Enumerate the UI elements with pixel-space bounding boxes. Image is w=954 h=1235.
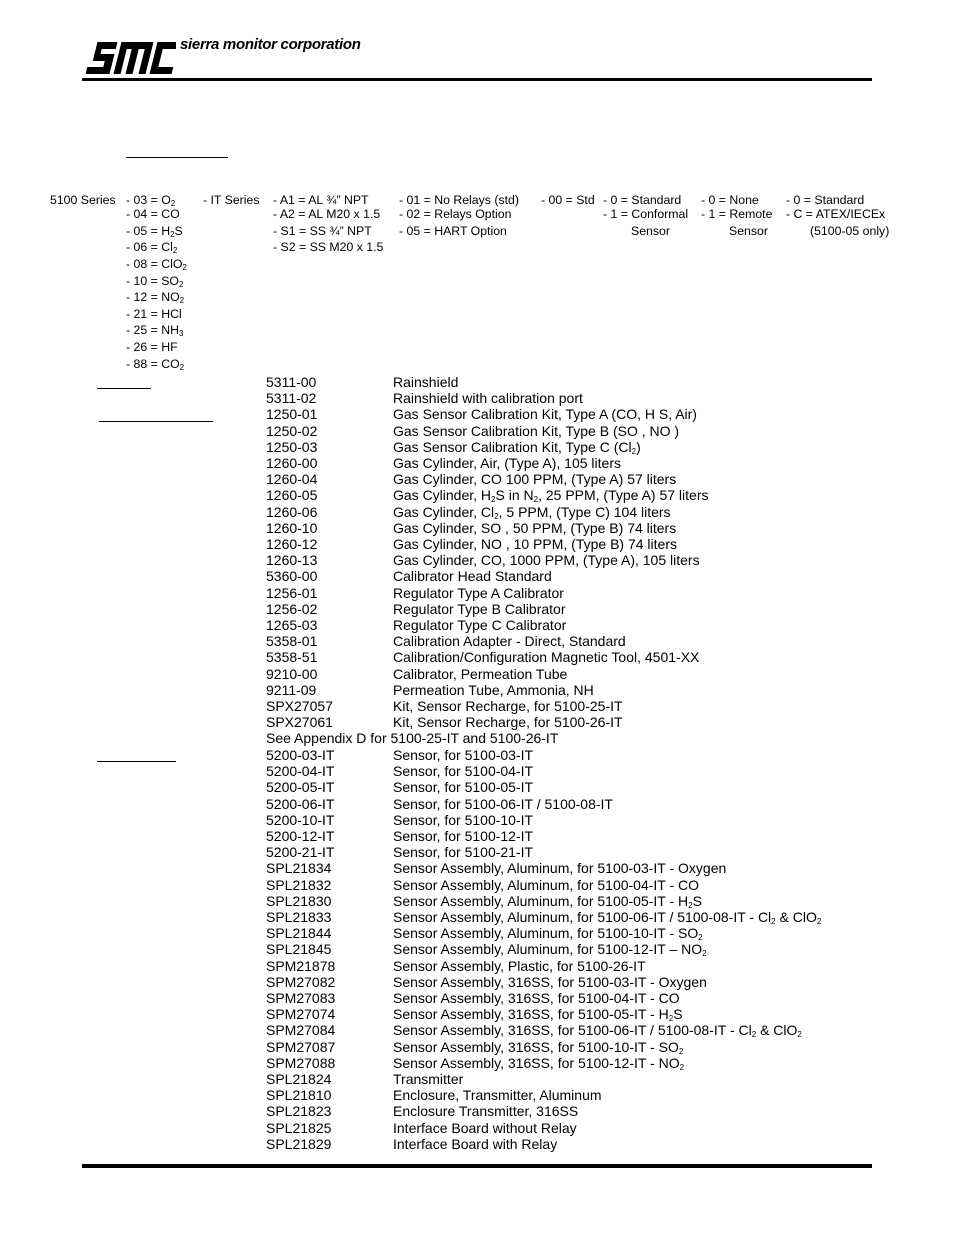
part-number: 5200-05-IT [266, 779, 335, 796]
part-number: SPL21832 [266, 876, 332, 893]
part-description: Sensor Assembly, 316SS, for 5100-03-IT - Oxygen [393, 973, 707, 990]
part-number: 9210-00 [266, 665, 318, 682]
gas-code: - $12 = NO_2$ [126, 290, 185, 305]
part-number: SPX27061 [266, 714, 333, 731]
part-description: Regulator Type C Calibrator [393, 617, 567, 633]
part-number: SPL21844 [266, 925, 332, 942]
part-number: SPM27084 [266, 1022, 336, 1039]
part-number: SPL21845 [266, 941, 332, 958]
gas-code: - 21 = HCl [126, 307, 182, 321]
part-description: Sensor Assembly, 316SS, for $5100-10-IT - SO_2$ [393, 1038, 684, 1056]
coating-code: - 1 = Conformal [603, 207, 689, 221]
part-description: Sensor Assembly, Aluminum, for $5100-10-IT - SO_2$ [393, 925, 703, 943]
gas-code: - $10 = SO_2$ [126, 274, 184, 289]
part-description: Sensor, for 5100-10-IT [393, 811, 534, 828]
part-description: Regulator Type A Calibrator [393, 584, 564, 601]
part-description: Sensor, for 5100-04-IT [393, 763, 534, 780]
footer-rule [82, 1164, 872, 1168]
header-rule [82, 78, 872, 81]
part-description: Gas Cylinder, CO, 1000 PPM, (Type A), 105 liters [393, 552, 700, 569]
part-number: 1260-13 [266, 552, 318, 569]
part-number: SPL21830 [266, 892, 332, 909]
gas-code: - 26 = HF [126, 340, 178, 354]
part-description: Sensor Assembly, 316SS, for $5100-12-IT - NO_2$ [393, 1054, 685, 1072]
part-description: Sensor Assembly, Aluminum, for 5100-04-IT - CO [393, 876, 700, 893]
relay-code: - 01 = No Relays (std) [399, 193, 519, 207]
remote-code: Sensor [729, 224, 768, 238]
part-number: 5200-10-IT [266, 811, 335, 828]
part-description: Sensor Assembly, 316SS, for 5100-04-IT - CO [393, 990, 680, 1006]
section-underline-calibration [99, 421, 213, 422]
part-number: SPM27082 [266, 973, 336, 990]
part-description: Gas Cylinder, NO , 10 PPM, (Type B) 74 liters [393, 536, 677, 552]
coating-code: Sensor [631, 224, 670, 238]
enclosure-code: - S2 = SS M20 x 1.5 [273, 240, 384, 254]
part-number: 9211-09 [266, 681, 317, 698]
gas-code: - 08 = ClO$_2$ [126, 257, 187, 272]
part-number: SPL21825 [266, 1119, 332, 1136]
enclosure-code: - A2 = AL M20 x 1.5 [273, 207, 381, 221]
part-number: SPM21878 [266, 957, 336, 974]
part-description: Permeation Tube, Ammonia, NH [393, 681, 594, 698]
part-description: Sensor Assembly, Plastic, for 5100-26-IT [393, 957, 646, 974]
part-number: SPL21823 [266, 1103, 332, 1120]
part-number: SPL21834 [266, 860, 332, 877]
part-number: 5358-51 [266, 649, 318, 666]
part-number: 5360-00 [266, 568, 318, 585]
std-code: - 00 = Std [541, 193, 595, 207]
part-description: Calibration Adapter - Direct, Standard [393, 633, 626, 650]
part-number: 5358-01 [266, 633, 318, 650]
part-description: Sensor, for 5100-21-IT [393, 844, 534, 861]
section-underline-model [126, 157, 228, 158]
part-description: Gas Sensor Calibration Kit, Type A (CO, H S, Air) [393, 406, 697, 423]
part-number: 1256-01 [266, 584, 318, 601]
remote-code: - 1 = Remote [701, 207, 773, 221]
part-description: Enclosure, Transmitter, Aluminum [393, 1087, 602, 1104]
gas-code: - $88 = CO_2$ [126, 357, 185, 372]
part-description: Gas Sensor Calibration Kit, Type C $(Cl_2)$ [393, 438, 641, 456]
part-number: SPM27083 [266, 990, 336, 1006]
part-description: Rainshield [393, 374, 459, 390]
part-number: SPM27088 [266, 1054, 336, 1071]
part-description: Transmitter [393, 1071, 464, 1087]
part-description: Kit, Sensor Recharge, for 5100-25-IT [393, 698, 623, 714]
part-description: Regulator Type B Calibrator [393, 600, 566, 617]
part-number: 5200-03-IT [266, 747, 335, 763]
part-number: 5311-00 [266, 374, 317, 390]
part-number: 1260-06 [266, 503, 318, 520]
part-number: 1256-02 [266, 600, 318, 617]
part-number: 1250-01 [266, 406, 318, 423]
part-number: 5200-12-IT [266, 828, 335, 844]
part-description: Interface Board without Relay [393, 1119, 577, 1136]
part-number: 5200-21-IT [266, 844, 335, 861]
part-description: Sensor Assembly, 316SS, for $5100-05-IT - H_2S$ [393, 1006, 683, 1024]
smc-logo [84, 40, 176, 76]
part-number: SPM27087 [266, 1038, 336, 1055]
approval-code: (5100-05 only) [810, 224, 890, 238]
relay-code: - 02 = Relays Option [399, 207, 512, 221]
part-number: 5200-04-IT [266, 763, 335, 780]
part-description: Interface Board with Relay [393, 1135, 558, 1152]
part-description: Sensor, for 5100-06-IT / 5100-08-IT [393, 795, 613, 812]
part-number: 1260-12 [266, 536, 318, 552]
part-description: Gas Cylinder, $Cl_2$, 5 PPM, (Type C) 104 liters [393, 503, 671, 521]
it-series-label: - IT Series [203, 193, 260, 207]
relay-code: - 05 = HART Option [399, 224, 507, 238]
part-description: Sensor, for 5100-12-IT [393, 828, 534, 844]
enclosure-code: - S1 = SS ¾” NPT [273, 224, 372, 238]
part-number: 1265-03 [266, 617, 318, 633]
gas-code: - $25 = NH_3$ [126, 323, 184, 338]
company-name: sierra monitor corporation [180, 36, 361, 53]
gas-code: - $05 = H_2S$ [126, 224, 183, 239]
gas-code: - $03 = O_2$ [126, 193, 176, 208]
part-number: SPL21833 [266, 909, 332, 925]
part-description: Gas Cylinder, $H_2S$ in $N_2$, 25 PPM, (Type A) 57 liters [393, 487, 709, 505]
part-number: 1260-05 [266, 487, 318, 504]
part-number: 1260-00 [266, 455, 318, 471]
part-description: Kit, Sensor Recharge, for 5100-26-IT [393, 714, 623, 731]
approval-code: - 0 = Standard [786, 193, 865, 207]
part-description: Gas Cylinder, CO 100 PPM, (Type A) 57 liters [393, 471, 677, 488]
part-description: Gas Sensor Calibration Kit, Type B (SO , NO ) [393, 422, 680, 439]
part-number: SPX27057 [266, 698, 333, 714]
enclosure-code: - A1 = AL ¾” NPT [273, 193, 369, 207]
part-number: SPL21829 [266, 1135, 332, 1152]
approval-code: - C = ATEX/IECEx [786, 207, 886, 221]
part-description: Sensor, for 5100-03-IT [393, 747, 534, 763]
part-description: Gas Cylinder, Air, (Type A), 105 liters [393, 455, 621, 471]
coating-code: - 0 = Standard [603, 193, 682, 207]
part-number: 1250-03 [266, 438, 318, 455]
part-number: 5311-02 [266, 390, 317, 407]
series-label: 5100 Series [50, 193, 116, 207]
part-description: Rainshield with calibration port [393, 390, 583, 407]
part-number: 5200-06-IT [266, 795, 335, 812]
gas-code: - $06 = Cl_2$ [126, 240, 178, 255]
part-description: Gas Cylinder, SO , 50 PPM, (Type B) 74 liters [393, 519, 677, 536]
part-description: Calibrator Head Standard [393, 568, 552, 585]
part-number: 1260-10 [266, 519, 318, 536]
part-number: SPL21824 [266, 1071, 332, 1087]
part-number: SPL21810 [266, 1087, 332, 1104]
part-description: Sensor Assembly, Aluminum, for $5100-06-IT / 5100-08-IT - Cl_2$ & ClO$_2$ [393, 909, 822, 926]
part-description: Calibrator, Permeation Tube [393, 665, 568, 682]
part-number: 1250-02 [266, 422, 318, 439]
part-description: Calibration/Configuration Magnetic Tool, 4501-XX [393, 649, 700, 666]
remote-code: - 0 = None [701, 193, 759, 207]
part-description: Sensor Assembly, Aluminum, for $5100-12-IT - NO_2$ [393, 941, 707, 959]
part-description: Sensor Assembly, 316SS, for $5100-06-IT / 5100-08-IT - Cl_2$ & ClO$_2$ [393, 1022, 802, 1040]
part-description: Sensor Assembly, Aluminum, for 5100-03-IT - Oxygen [393, 860, 727, 877]
part-number: 1260-04 [266, 471, 318, 488]
section-underline-spares [97, 761, 176, 762]
gas-code: - 04 = CO [126, 207, 180, 221]
part-description: Sensor, for 5100-05-IT [393, 779, 534, 796]
part-description: Sensor Assembly, Aluminum, for $5100-05-IT - H_2S$ [393, 892, 702, 910]
part-number: SPM27074 [266, 1006, 336, 1023]
section-underline-accessories [97, 388, 151, 389]
part-description: Enclosure Transmitter, 316SS [393, 1103, 579, 1120]
appendix-note: See Appendix D for 5100-25-IT and 5100-26-IT [266, 730, 559, 746]
